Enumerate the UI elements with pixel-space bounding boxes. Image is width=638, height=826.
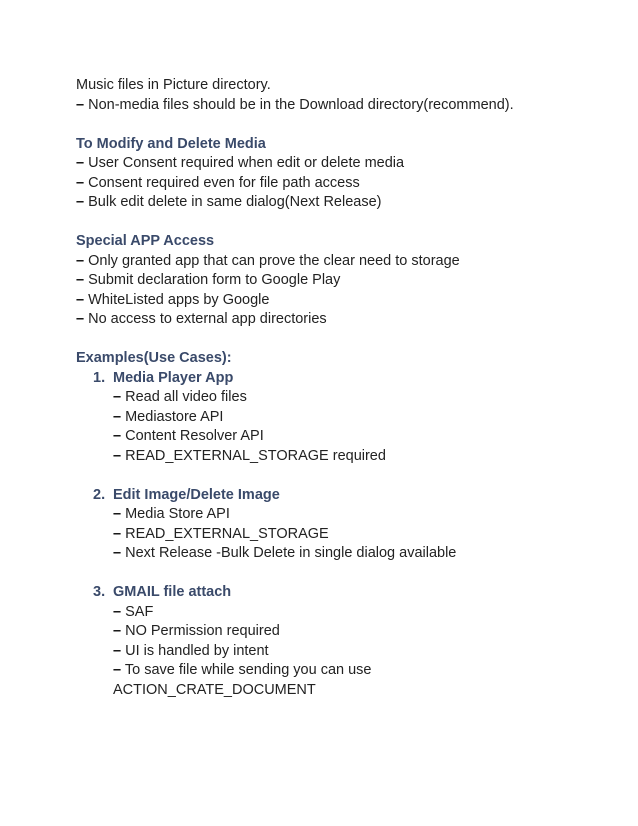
- dash-marker: –: [76, 194, 85, 210]
- text-line: [113, 681, 616, 701]
- line-text: Mediastore API: [121, 408, 224, 425]
- example-number: 1.: [93, 369, 106, 386]
- special-access-section: [76, 232, 616, 330]
- line-text: NO Permission required: [121, 623, 280, 639]
- spacer: [76, 564, 616, 584]
- text-line: [76, 193, 616, 213]
- line-text: Bulk edit delete in same dialog(Next Release): [84, 194, 382, 210]
- spacer: [76, 330, 616, 350]
- dash-marker: –: [113, 545, 122, 561]
- dash-marker: –: [113, 447, 122, 464]
- line-text: ACTION_CRATE_DOCUMENT: [113, 681, 316, 698]
- section-heading: Examples(Use Cases):: [76, 350, 232, 366]
- spacer: [76, 115, 616, 135]
- section-heading: Special APP Access: [76, 233, 215, 249]
- text-line: [76, 252, 616, 272]
- text-line: [113, 408, 616, 428]
- example-number: 3.: [93, 584, 106, 600]
- line-text: READ_EXTERNAL_STORAGE: [121, 525, 329, 542]
- text-line: [113, 427, 616, 447]
- dash-marker: –: [76, 96, 85, 113]
- dash-marker: –: [76, 291, 85, 308]
- spacer: [76, 466, 616, 486]
- example-title: Media Player App: [113, 369, 234, 386]
- line-text: No access to external app directories: [84, 311, 327, 327]
- dash-marker: –: [76, 252, 85, 269]
- example-item: [76, 369, 616, 467]
- text-line: [76, 76, 616, 96]
- line-text: READ_EXTERNAL_STORAGE required: [121, 447, 386, 464]
- line-text: Submit declaration form to Google Play: [84, 272, 341, 288]
- text-line: [113, 525, 616, 545]
- line-text: Only granted app that can prove the clear need to storage: [84, 252, 460, 269]
- dash-marker: –: [113, 525, 122, 542]
- text-line: [76, 291, 616, 311]
- example-item: [76, 486, 616, 564]
- text-line: [76, 310, 616, 330]
- text-line: [76, 174, 616, 194]
- dash-marker: –: [76, 272, 85, 288]
- text-line: [113, 661, 616, 681]
- spacer: [76, 213, 616, 233]
- line-text: UI is handled by intent: [121, 642, 269, 659]
- section-heading: To Modify and Delete Media: [76, 135, 266, 152]
- text-line: [113, 388, 616, 408]
- dash-marker: –: [113, 506, 122, 522]
- text-line: [76, 271, 616, 291]
- example-title: Edit Image/Delete Image: [113, 486, 280, 503]
- dash-marker: –: [113, 603, 122, 620]
- text-line: [113, 642, 616, 662]
- dash-marker: –: [113, 428, 122, 444]
- line-text: Music files in Picture directory.: [76, 77, 271, 93]
- line-text: Non-media files should be in the Download directory(recommend).: [84, 96, 514, 113]
- text-line: [113, 447, 616, 467]
- dash-marker: –: [113, 642, 122, 659]
- example-number: 2.: [93, 486, 106, 503]
- text-line: [113, 505, 616, 525]
- text-line: [113, 603, 616, 623]
- text-line: [113, 544, 616, 564]
- dash-marker: –: [113, 662, 122, 678]
- text-line: [76, 96, 616, 116]
- line-text: Content Resolver API: [121, 428, 264, 444]
- examples-section: [76, 349, 616, 700]
- dash-marker: –: [113, 389, 122, 405]
- line-text: WhiteListed apps by Google: [84, 291, 270, 308]
- intro-section: [76, 76, 616, 115]
- line-text: Consent required even for file path access: [84, 174, 360, 191]
- line-text: SAF: [121, 603, 154, 620]
- line-text: User Consent required when edit or delete media: [84, 155, 405, 171]
- line-text: Media Store API: [121, 506, 230, 522]
- example-item: [76, 583, 616, 700]
- dash-marker: –: [113, 623, 122, 639]
- dash-marker: –: [76, 174, 85, 191]
- dash-marker: –: [76, 155, 85, 171]
- text-line: [76, 154, 616, 174]
- line-text: To save file while sending you can use: [121, 662, 372, 678]
- line-text: Next Release -Bulk Delete in single dialog available: [121, 545, 457, 561]
- example-title: GMAIL file attach: [113, 584, 232, 600]
- document-page: [76, 76, 616, 700]
- dash-marker: –: [113, 408, 122, 425]
- modify-section: [76, 135, 616, 213]
- dash-marker: –: [76, 311, 85, 327]
- examples-list: [76, 369, 616, 701]
- text-line: [113, 622, 616, 642]
- line-text: Read all video files: [121, 389, 247, 405]
